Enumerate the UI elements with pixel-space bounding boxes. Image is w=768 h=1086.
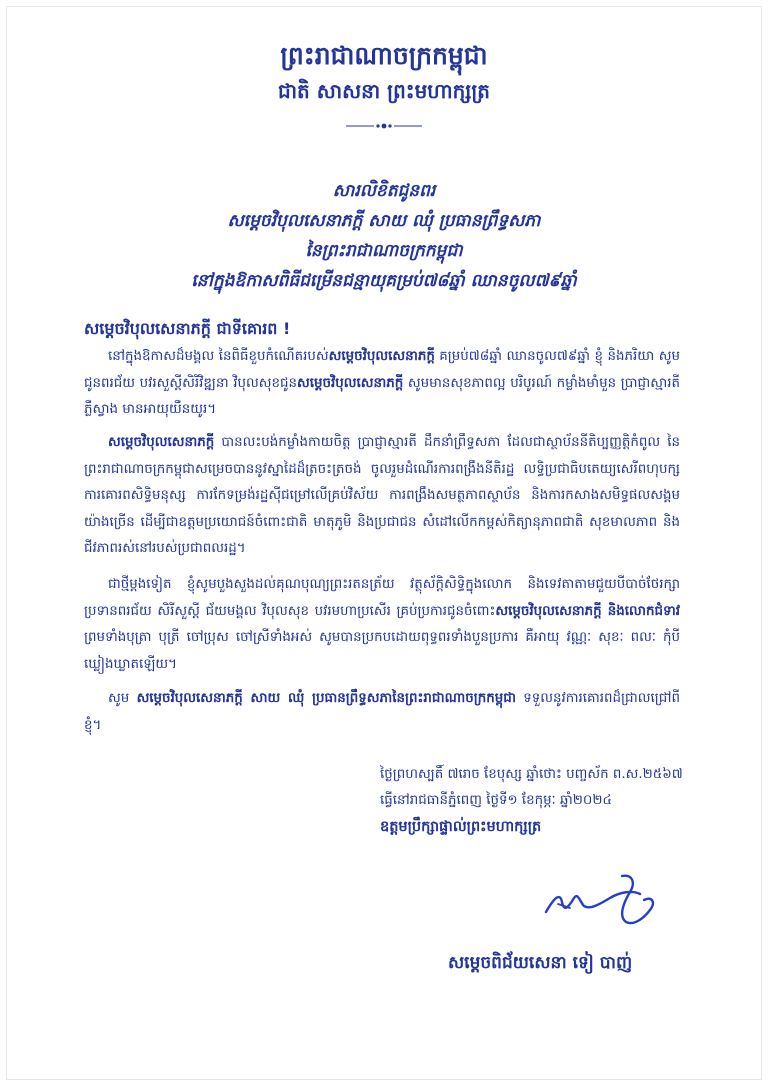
p1-text-c: គម្រប់៧៨ឆ្នាំ ឈានចូល៧៩ឆ្នាំ ខ្ញុំ និងភរិយា សូមជូនពរជ័យ បវរសួស្តីសិរីវិឌ្ឍនា វិបុលសុខជូន (84, 349, 680, 391)
office-title: ឧត្តមប្រឹក្សាផ្ទាល់ព្រះមហាក្សត្រ (380, 819, 542, 835)
salutation: សម្តេចវិបុលសេនាភក្តី ជាទីគោរព ! (84, 319, 291, 338)
national-motto: ជាតិ សាសនា ព្រះមហាក្សត្រ (278, 79, 490, 103)
p3-text-c: ព្រមទាំងបុត្រា បុត្រី ចៅប្រុស ចៅស្រីទាំងអស់ សូមបានប្រកបដោយពុទ្ធពរទាំងបួនប្រការ គឺអាយុ វណ្ណៈ សុខៈ ពលៈ កុំបីឃ្លៀងឃ្លាតឡើយ។ (84, 630, 680, 672)
p2-bold-a: សម្តេចវិបុលសេនាភក្តី (108, 435, 215, 450)
kingdom-heading: ព្រះរាជាណាចក្រកម្ពុជា (280, 41, 488, 70)
paragraph-3 (84, 572, 680, 678)
p4-text-a: សូម (108, 691, 137, 706)
p1-bold-b: សម្តេចវិបុលសេនាភក្តី (328, 349, 435, 364)
p1-text-e: សូមមានសុខភាពល្អ បរិបូរណ៍ កម្លាំងមាំមួន ប្រាជ្ញាស្មារតីភ្លឺស្វាង មានអាយុយឺនយូរ។ (84, 375, 681, 417)
p2-text-b: បានលះបង់កម្លាំងកាយចិត្ត ប្រាជ្ញាស្មារតី ដឹកនាំព្រឹទ្ធសភា ដែលជាស្ថាប័ននីតិប្បញ្ញត្តិកំពូល នៃព្រះរាជាណាចក្រកម្ពុជាសម្រេចបាននូវស្នាដៃដ៏ត្រចះត្រចង់ ចូលរួមដំណើរការពង្រឹងនីតិរដ្ឋ លទ្ធិប្រជាធិបតេយ្យសេរីពហុបក្ស ការគោរពសិទ្ធិមនុស្ស ការកែទម្រង់រដ្ឋស៊ីជម្រៅលើគ្រប់វិស័យ ការពង្រឹងសមត្ថភាពស្ថាប័ន និងការកសាងសមិទ្ធផលសង្គមយ៉ាងច្រើន ដើម្បីជាឧត្តមប្រយោជន៍ចំពោះជាតិ មាតុភូមិ និងប្រជាជន សំដៅលើកកម្ពស់កិត្យានុភាពជាតិ សុខមាលភាព និងជីវភាពរស់នៅរបស់ប្រជាពលរដ្ឋ។ (84, 435, 680, 556)
p4-bold-b: សម្តេចវិបុលសេនាភក្តី សាយ ឈុំ ប្រធានព្រឹទ្ធសភានៃព្រះរាជាណាចក្រកម្ពុជា (136, 691, 516, 706)
paragraph-1 (84, 344, 680, 424)
signer-name: សម្តេចពិជ័យសេនា ទៀ បាញ់ (448, 953, 633, 973)
p4-text-c: ទទួលនូវការគោរពដ៏ជ្រាលជ្រៅពីខ្ញុំ។ (84, 691, 680, 733)
p3-bold-b: សម្តេចវិបុលសេនាភក្តី និងលោកជំទាវ (495, 603, 680, 619)
title-line-1: សារលិខិតជូនពរ (332, 181, 436, 201)
handwritten-signature (540, 868, 660, 938)
title-line-2: សម្តេចវិបុលសេនាភក្តី សាយ ឈុំ ប្រធានព្រឹទ្ធសភា (227, 211, 541, 231)
p1-bold-d: សម្តេចវិបុលសេនាភក្តី (296, 375, 404, 391)
title-line-4: នៅក្នុងឱកាសពិធីជម្រើនជន្មាយុគម្រប់៧៨ឆ្នាំ ឈានចូល៧៩ឆ្នាំ (191, 271, 577, 291)
title-line-3: នៃព្រះរាជាណាចក្រកម្ពុជា (305, 241, 463, 261)
letter-title (0, 176, 768, 296)
ornament-divider (344, 120, 424, 132)
p3-text-a: ជាថ្មីម្តងទៀត ខ្ញុំសូមបួងសួងដល់គុណបុណ្យព្រះរតនត្រ័យ វត្ថុស័ក្តិសិទ្ធិក្នុងលោក និងទេវតាតាមជួយបីបាច់ថែរក្សាប្រទានពរជ័យ សិរីសួស្តី ជ័យមង្គល វិបុលសុខ បវរមហាប្រសើរ គ្រប់ប្រការជូនចំពោះ (84, 577, 680, 619)
closing-block (380, 762, 700, 840)
p1-text-a: នៅក្នុងឱកាសដ៏មង្គល នៃពិធីខួបកំណើតរបស់ (108, 349, 329, 364)
lunar-date: ថ្ងៃព្រហស្បតិ៍ ៧រោច ខែបុស្ស ឆ្នាំថោះ បញ្ចស័ក ព.ស.២៥៦៧ (380, 767, 683, 782)
paragraph-2 (84, 430, 680, 563)
paragraph-4 (84, 686, 680, 739)
place-date: ធ្វើនៅរាជធានីភ្នំពេញ ថ្ងៃទី១ ខែកុម្ភៈ ឆ្នាំ២០២៤ (380, 793, 612, 808)
